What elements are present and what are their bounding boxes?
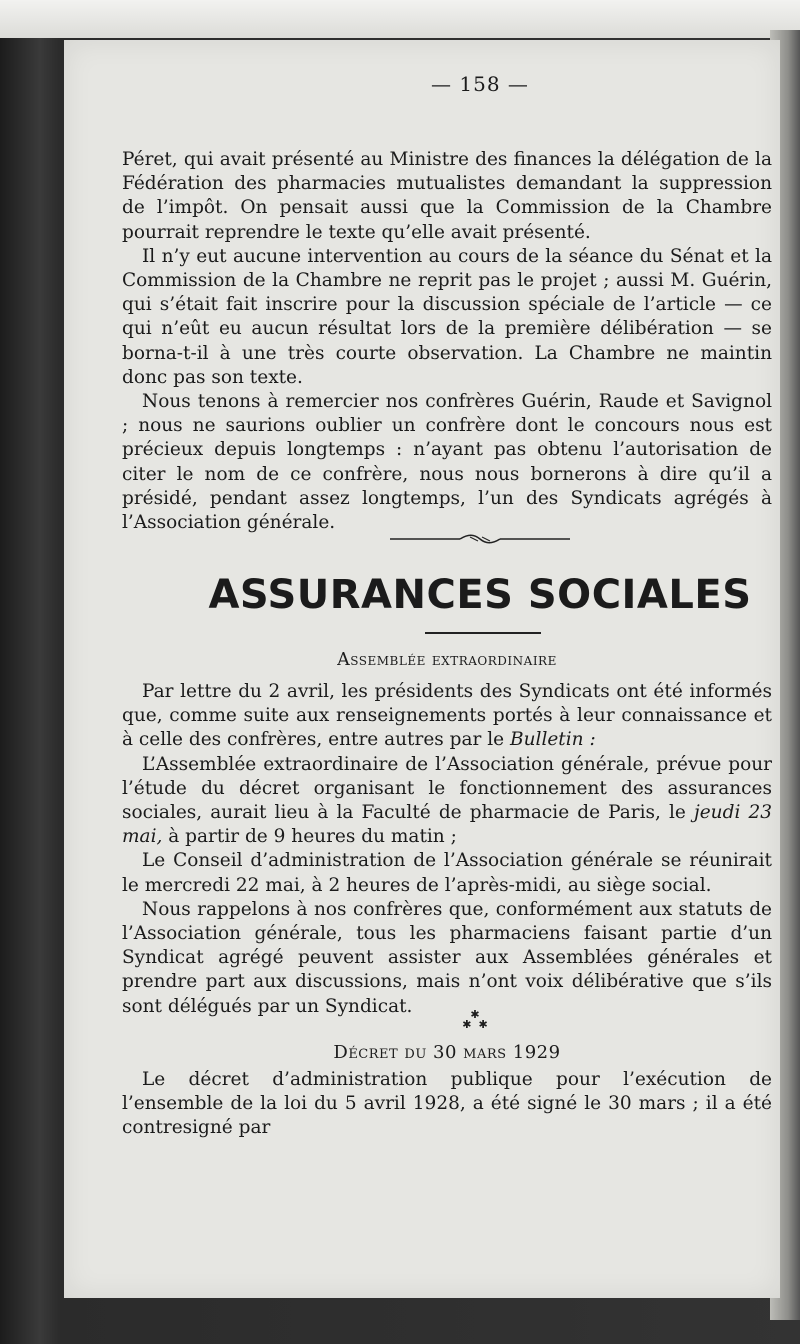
- assembly-p2-text-a: L’Assemblée extraordinaire de l’Association générale, prévue pour l’étude du décret organisant le fonctionnement des assurances sociales, aurait lieu à la Faculté de pharmacie de Paris, le: [122, 753, 772, 824]
- assembly-p2-text-b: à partir de 9 heures du matin ;: [168, 826, 457, 848]
- section-title: ASSURANCES SOCIALES: [208, 572, 752, 618]
- assembly-paragraph-1: [122, 680, 772, 753]
- assembly-paragraph-3: Le Conseil d’administration de l’Association générale se réunirait le mercredi 22 mai, à 2 heures de l’après-midi, au siège social.: [122, 850, 772, 896]
- assembly-text: [122, 680, 772, 1019]
- assembly-p2-italic: jeudi 23 mai,: [122, 802, 773, 848]
- paragraph-thanks: Nous tenons à remercier nos confrères Guérin, Raude et Savignol ; nous ne saurions oublier un confrère dont le concours nous est précieux depuis longtemps : n’ayant pas obtenu l’autorisation de citer le nom de ce confrère, nous nous bornerons à dire qu’il a présidé, pendant assez longtemps, l’un des Syndicats agrégés à l’Association générale.: [122, 391, 772, 534]
- assembly-paragraph-2: [122, 753, 772, 850]
- assembly-p1-text: Par lettre du 2 avril, les présidents des Syndicats ont été informés que, comme suite aux renseignements portés à leur connaissance et à celle des confrères, entre autres par le: [122, 681, 772, 751]
- page-number: — 158 —: [431, 72, 529, 96]
- decret-text: [122, 1068, 772, 1141]
- decret-heading: Décret du 30 mars 1929: [333, 1042, 561, 1063]
- paragraph-continuation: Péret, qui avait présenté au Ministre des finances la délégation de la Fédération des pharmacies mutualistes demandant la suppression de l’impôt. On pensait aussi que la Commission de la Chambre pourrait reprendre le texte qu’elle avait présenté.: [122, 149, 772, 243]
- decret-paragraph-1: Le décret d’administration publique pour l’exécution de l’ensemble de la loi du 5 avril 1928, a été signé le 30 mars ; il a été contresigné par: [122, 1069, 772, 1139]
- assembly-heading: Assemblée extraordinaire: [337, 650, 557, 670]
- section-title-rule: [425, 632, 541, 634]
- intro-text: [122, 148, 772, 535]
- asterism-divider: ✱ ✱ ✱: [462, 1008, 488, 1031]
- assembly-paragraph-4: Nous rappelons à nos confrères que, conformément aux statuts de l’Association générale, tous les pharmaciens faisant partie d’un Syndicat agrégé peuvent assister aux Assemblées générales et prendre part aux discussions, mais n’ont voix délibérative que s’ils sont délégués par un Syndicat.: [122, 898, 772, 1017]
- scan-top-margin: [0, 0, 800, 38]
- paragraph-senate: Il n’y eut aucune intervention au cours de la séance du Sénat et la Commission de la Chambre ne reprit pas le projet ; aussi M. Guérin, qui s’était fait inscrire pour la discussion spéciale de l’article — ce qui n’eût eu aucun résultat lors de la première délibération — se borna-t-il à une très courte observation. La Chambre ne maintin donc pas son texte.: [122, 245, 772, 388]
- ornament-divider: [390, 532, 570, 546]
- assembly-p1-italic: Bulletin :: [510, 729, 596, 751]
